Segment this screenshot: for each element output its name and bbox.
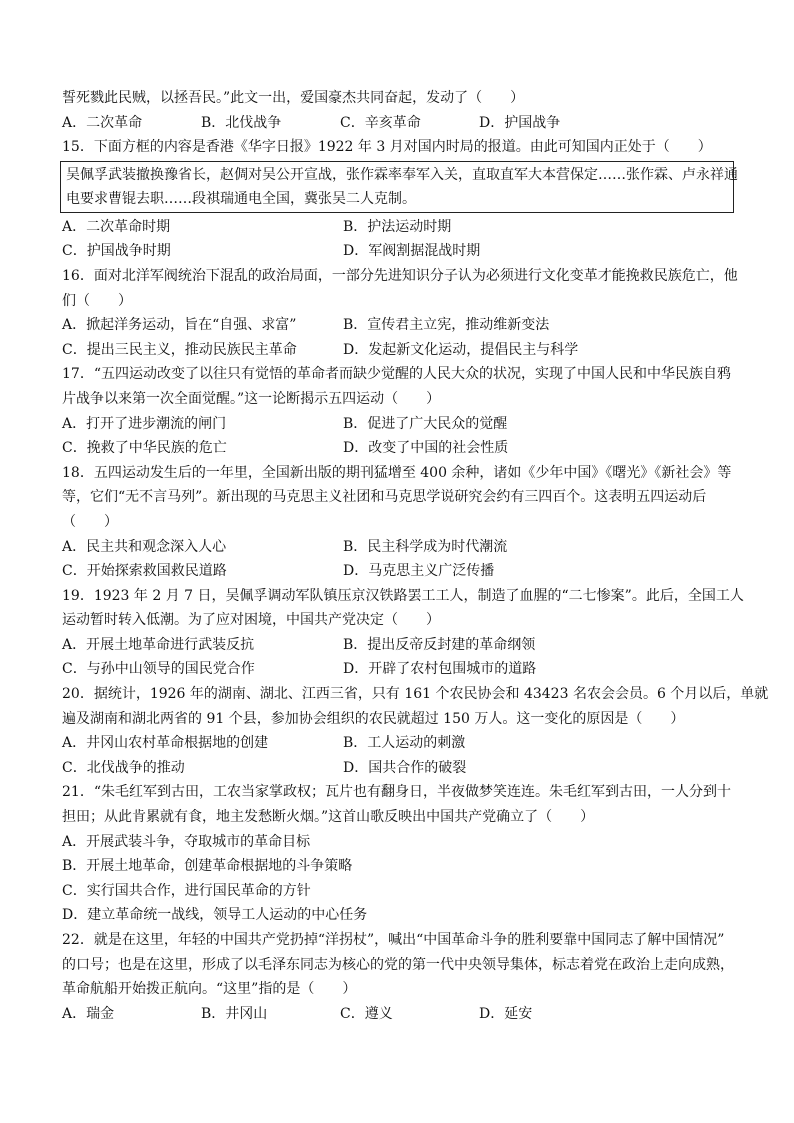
q21-option-d: D．建立革命统一战线，领导工人运动的中心任务 [62, 907, 368, 924]
q16-stem-line: 16．面对北洋军阀统治下混乱的政治局面，一部分先进知识分子认为必须进行文化变革才能挽救民族危亡，他 [62, 267, 738, 284]
q19-option-b: B．提出反帝反封建的革命纲领 [343, 636, 536, 653]
q19-options-row2 [62, 657, 738, 682]
q21-option-a: A．开展武装斗争，夺取城市的革命目标 [62, 833, 311, 850]
q20-option-a: A．井冈山农村革命根据地的创建 [62, 735, 269, 752]
q19-option-d: D．开辟了农村包围城市的道路 [343, 661, 537, 678]
q20-option-c: C．北伐战争的推动 [62, 759, 185, 776]
q15-box-line: 电要求曹锟去职……段祺瑞通电全国，冀张吴二人克制。 [66, 190, 416, 207]
q16-option-b: B．宣传君主立宪，推动维新变法 [343, 317, 550, 334]
q16-stem-line: 们（ ） [62, 292, 132, 309]
q22-stem-line: 革命航船开始拨正航向。“这里”指的是（ ） [62, 981, 357, 998]
q20-stem-line: 遍及湖南和湖北两省的 91 个县，参加协会组织的农民就超过 150 万人。这一变化的原因是（ ） [62, 710, 685, 727]
q18-option-b: B．民主科学成为时代潮流 [343, 538, 508, 555]
q18-option-c: C．开始探索救国救民道路 [62, 563, 227, 580]
q20-option-b: B．工人运动的刺激 [343, 735, 466, 752]
q15-stem: 15．下面方框的内容是香港《华字日报》1922 年 3 月对国内时局的报道。由此可知国内正处于（ ） [62, 139, 712, 156]
q18-options-row2 [62, 559, 738, 584]
q22-stem-line: 的口号；也是在这里，形成了以毛泽东同志为核心的党的第一代中央领导集体，标志着党在政治上走向成熟， [62, 956, 734, 973]
q15-box-line: 吴佩孚武装撤换豫省长，赵倜对吴公开宣战，张作霖率奉军入关，直取直军大本营保定……张作霖、卢永祥通 [66, 166, 738, 183]
q17-option-d: D．改变了中国的社会性质 [343, 440, 509, 457]
q20-option-d: D．国共合作的破裂 [343, 759, 467, 776]
q18-option-a: A．民主共和观念深入人心 [62, 538, 227, 555]
q17-stem-line: 片战争以来第一次全面觉醒。”这一论断揭示五四运动（ ） [62, 390, 441, 407]
q17-stem-line: 17．“五四运动改变了以往只有觉悟的革命者而缺少觉醒的人民大众的状况，实现了中国人民和中华民族自鸦 [62, 366, 731, 383]
q16-options-row1 [62, 313, 738, 338]
q14-option-b: B．北伐战争 [201, 114, 282, 131]
q19-options-row1 [62, 633, 738, 658]
q14-option-d: D．护国战争 [479, 114, 561, 131]
q14-option-a: A．二次革命 [62, 114, 143, 131]
q14-stem-tail: 誓死戮此民贼，以拯吾民。”此文一出，爱国豪杰共同奋起，发动了（ ） [62, 90, 525, 106]
q15-options-row2 [62, 239, 738, 264]
q19-option-a: A．开展土地革命进行武装反抗 [62, 636, 255, 653]
q21-stem-line: 担田；从此肯累就有食，地主发愁断火烟。”这首山歌反映出中国共产党确立了（ ） [62, 809, 595, 826]
q22-stem-line: 22．就是在这里，年轻的中国共产党扔掉“洋拐杖”，喊出“中国革命斗争的胜利要靠中国同志了解中国情况” [62, 932, 725, 948]
q14-options [62, 111, 738, 136]
q18-option-d: D．马克思主义广泛传播 [343, 563, 495, 580]
q14-option-c: C．辛亥革命 [340, 114, 421, 131]
q22-option-c: C．遵义 [340, 1005, 393, 1022]
q21-option-b: B．开展土地革命，创建革命根据地的斗争策略 [62, 858, 353, 875]
q16-option-d: D．发起新文化运动，提倡民主与科学 [343, 341, 579, 358]
q20-stem-line: 20．据统计，1926 年的湖南、湖北、江西三省，只有 161 个农民协会和 43423 名农会会员。6 个月以后，单就 [62, 686, 769, 703]
exam-page [62, 86, 769, 1026]
q22-option-a: A．瑞金 [62, 1005, 115, 1022]
q15-option-b: B．护法运动时期 [343, 218, 452, 235]
q17-option-c: C．挽救了中华民族的危亡 [62, 440, 227, 457]
q22-option-d: D．延安 [479, 1005, 533, 1022]
q20-options-row1 [62, 731, 738, 756]
q15-quote-box [60, 161, 738, 213]
q19-stem-line: 19．1923 年 2 月 7 日，吴佩孚调动军队镇压京汉铁路罢工工人，制造了血腥的“二七惨案”。此后，全国工人 [62, 587, 744, 604]
q15-option-a: A．二次革命时期 [62, 218, 171, 235]
q17-option-a: A．打开了进步潮流的闸门 [62, 415, 227, 432]
q19-option-c: C．与孙中山领导的国民党合作 [62, 661, 255, 678]
q21-stem-line: 21．“朱毛红军到古田，工农当家掌政权；瓦片也有翻身日，半夜做梦笑连连。朱毛红军到古田，一人分到十 [62, 784, 731, 801]
q17-option-b: B．促进了广大民众的觉醒 [343, 415, 508, 432]
q15-option-d: D．军阀割据混战时期 [343, 243, 481, 260]
q17-options-row1 [62, 412, 738, 437]
q16-option-c: C．提出三民主义，推动民族民主革命 [62, 341, 297, 358]
q19-stem-line: 运动暂时转入低潮。为了应对困境，中国共产党决定（ ） [62, 612, 440, 629]
q22-options [62, 1002, 738, 1027]
q18-options-row1 [62, 535, 738, 560]
q21-option-c: C．实行国共合作，进行国民革命的方针 [62, 882, 311, 899]
q20-options-row2 [62, 756, 738, 781]
q17-options-row2 [62, 436, 738, 461]
q18-stem-line: 等，它们“无不言马列”。新出现的马克思主义社团和马克思学说研究会约有三四百个。这表明五四运动后 [62, 489, 707, 506]
q15-option-c: C．护国战争时期 [62, 243, 171, 260]
q18-stem-line: （ ） [62, 513, 118, 530]
q16-options-row2 [62, 338, 738, 363]
q22-option-b: B．井冈山 [201, 1005, 268, 1022]
q15-options-row1 [62, 215, 738, 240]
q16-option-a: A．掀起洋务运动，旨在“自强、求富” [62, 317, 297, 334]
q18-stem-line: 18．五四运动发生后的一年里，全国新出版的期刊猛增至 400 余种，诸如《少年中国》《曙光》《新社会》等 [62, 464, 732, 481]
